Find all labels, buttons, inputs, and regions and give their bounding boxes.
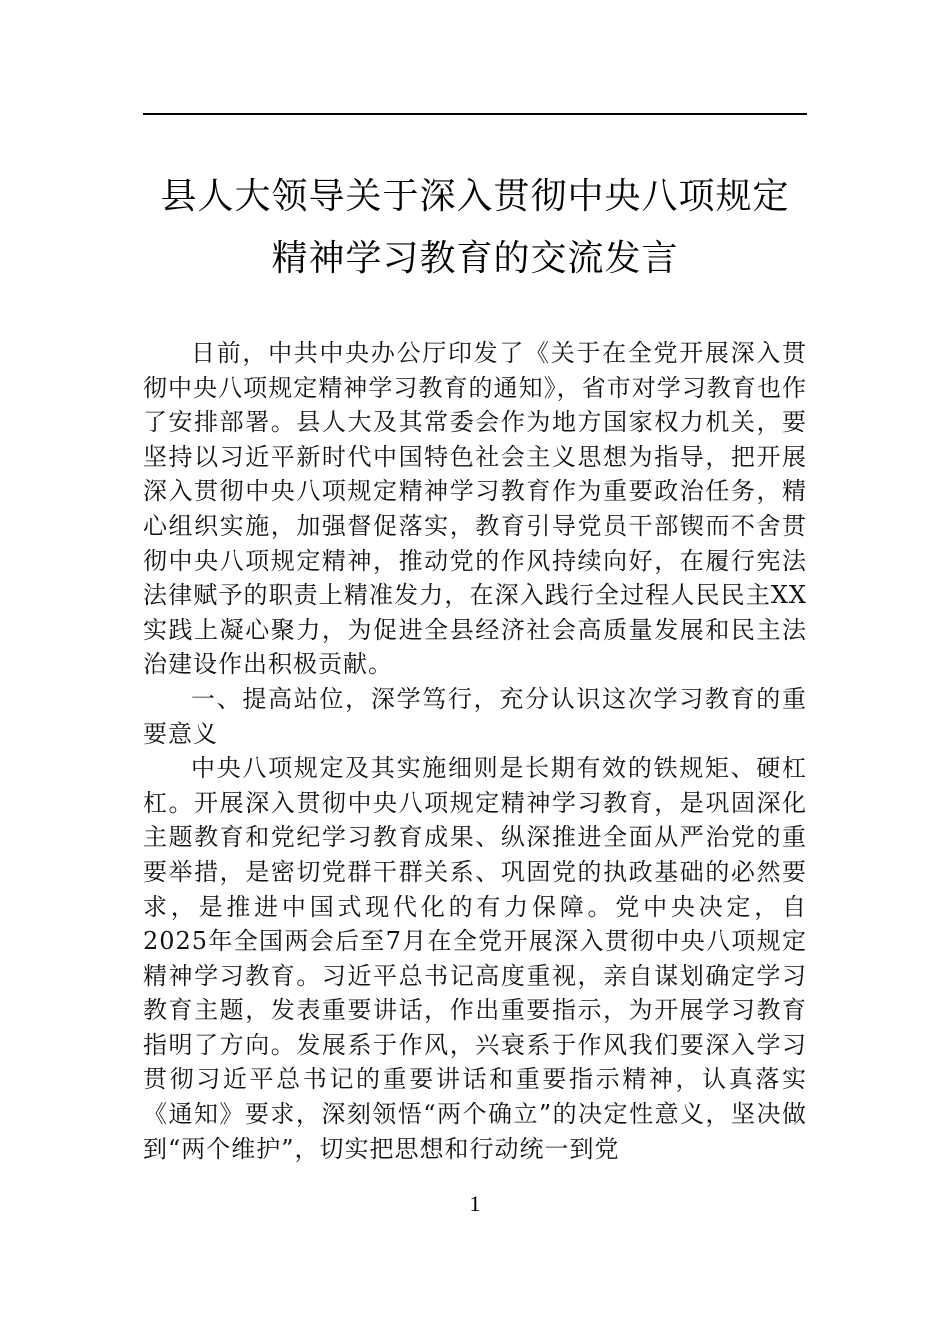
section-paragraph: 中央八项规定及其实施细则是长期有效的铁规矩、硬杠杠。开展深入贯彻中央八项规定精神学习教育，是巩固深化主题教育和党纪学习教育成果、纵深推进全面从严治党的重要举措，是密切党群干群关系、巩固党的执政基础的必然要求，是推进中国式现代化的有力保障。党中央决定，自2025年全国两会后至7月在全党开展深入贯彻中央八项规定精神学习教育。习近平总书记高度重视，亲自谋划确定学习教育主题，发表重要讲话，作出重要指示，为开展学习教育指明了方向。发展系于作风，兴衰系于作风我们要深入学习贯彻习近平总书记的重要讲话和重要指示精神，认真落实《通知》要求，深刻领悟“两个确立”的决定性意义，坚决做到“两个维护”，切实把思想和行动统一到党	[143, 754, 807, 1163]
header-rule	[143, 113, 807, 115]
document-body	[143, 336, 807, 1166]
document-title: 县人大领导关于深入贯彻中央八项规定精神学习教育的交流发言	[160, 176, 790, 279]
section-heading: 一、提高站位，深学笃行，充分认识这次学习教育的重要意义	[143, 684, 807, 748]
page-number: 1	[469, 1191, 481, 1216]
intro-paragraph: 日前，中共中央办公厅印发了《关于在全党开展深入贯彻中央八项规定精神学习教育的通知》，省市对学习教育也作了安排部署。县人大及其常委会作为地方国家权力机关，要坚持以习近平新时代中国特色社会主义思想为指导，把开展深入贯彻中央八项规定精神学习教育作为重要政治任务，精心组织实施，加强督促落实，教育引导党员干部锲而不舍贯彻中央八项规定精神，推动党的作风持续向好，在履行宪法法律赋予的职责上精准发力，在深入践行全过程人民民主XX实践上凝心聚力，为促进全县经济社会高质量发展和民主法治建设作出积极贡献。	[143, 339, 807, 679]
